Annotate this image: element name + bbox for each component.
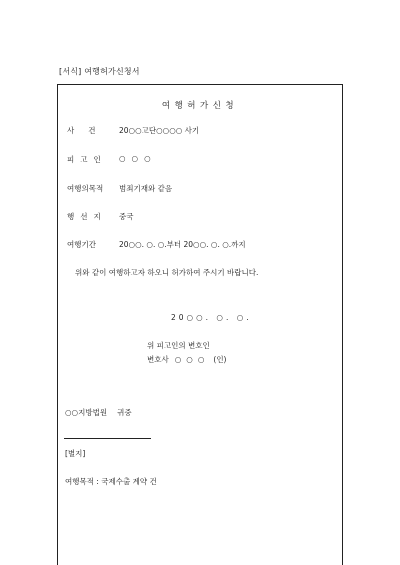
court-addressee bbox=[65, 407, 132, 418]
court-name: ○○지방법원 bbox=[65, 408, 108, 417]
attachment-purpose: 여행목적 : 국제수출 계약 건 bbox=[65, 477, 157, 486]
field-value-purpose: 범죄기재와 같음 bbox=[119, 184, 173, 193]
field-value-period: 20○○. ○. ○.부터 20○○. ○. ○.까지 bbox=[119, 240, 246, 249]
field-label-purpose: 여행의목적 bbox=[67, 184, 104, 193]
divider-line bbox=[64, 438, 151, 439]
field-label-period: 여행기간 bbox=[67, 240, 96, 249]
signer-name: ○○○ bbox=[174, 355, 210, 364]
date-line: 20○○. ○. ○. bbox=[171, 313, 252, 322]
attachment-heading: [별지] bbox=[65, 449, 86, 458]
request-text: 위와 같이 여행하고자 하오니 허가하여 주시기 바랍니다. bbox=[75, 268, 259, 277]
application-form bbox=[57, 84, 343, 565]
field-value-destination: 중국 bbox=[119, 212, 134, 221]
signer-role: 위 피고인의 변호인 bbox=[147, 341, 210, 350]
signer-seal: (인) bbox=[213, 355, 227, 364]
document-title: 여행허가신청 bbox=[161, 101, 239, 111]
signer-line bbox=[147, 354, 227, 365]
court-suffix: 귀중 bbox=[117, 408, 132, 417]
field-label-destination: 행선지 bbox=[67, 212, 107, 221]
form-label: [서식] 여행허가신청서 bbox=[59, 67, 140, 76]
field-value-case: 20○○고단○○○○ 사기 bbox=[119, 126, 200, 135]
field-label-case: 사건 bbox=[67, 126, 110, 135]
signer-title: 변호사 bbox=[147, 355, 169, 364]
field-value-defendant: ○○○ bbox=[119, 154, 157, 163]
field-label-defendant: 피고인 bbox=[67, 155, 107, 164]
